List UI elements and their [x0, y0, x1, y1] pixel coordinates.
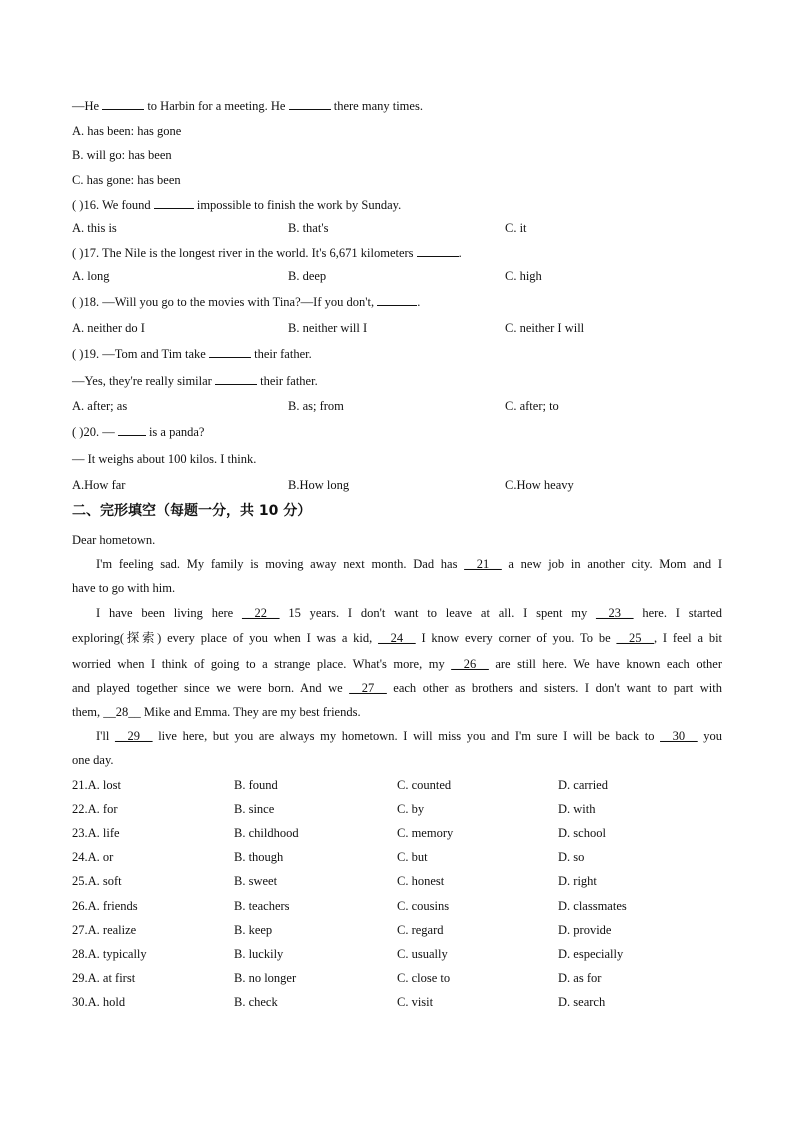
question-15-stem	[72, 97, 423, 114]
q19-text-a: ( )19. —Tom and Tim take	[72, 347, 209, 361]
choice-option-c: C. usually	[397, 947, 448, 961]
q17-text: ( )17. The Nile is the longest river in the world. It's 6,671 kilometers	[72, 246, 417, 260]
letter-line	[96, 556, 722, 572]
choice-option-b: B. though	[234, 850, 284, 864]
letter-text: 15 years.	[288, 606, 340, 620]
choice-option-b: B. no longer	[234, 971, 297, 985]
letter-text: My family is moving away next month. Dad has	[186, 557, 458, 571]
answer-blank	[154, 196, 194, 209]
q20-text-a: ( )20. —	[72, 425, 118, 439]
letter-text: worried when I think of going to a strange place. What's more, my	[72, 657, 445, 671]
q18-option-a: A. neither do I	[72, 321, 145, 335]
choice-option-c: C. but	[397, 850, 428, 864]
letter-text: , I feel a bit	[653, 631, 723, 645]
letter-text: I'll	[96, 729, 110, 743]
choice-row-number-option-a: 23.A. life	[72, 826, 120, 840]
choice-option-b: B. childhood	[234, 826, 299, 840]
choice-option-c: C. cousins	[397, 899, 450, 913]
question-18-stem	[72, 293, 420, 310]
letter-greeting: Dear hometown.	[72, 533, 156, 547]
choice-option-d: D. school	[558, 826, 606, 840]
cloze-blank-26: __26__	[451, 657, 489, 671]
letter-text: I'm feeling sad.	[96, 557, 181, 571]
letter-text: here	[211, 606, 234, 620]
choice-row-number-option-a: 29.A. at first	[72, 971, 136, 985]
cloze-blank-27: __27__	[349, 681, 387, 695]
choice-option-d: D. search	[558, 995, 606, 1009]
letter-line	[96, 728, 722, 744]
letter-text: I spent my	[523, 606, 588, 620]
choice-option-b: B. teachers	[234, 899, 290, 913]
answer-blank	[102, 97, 144, 110]
answer-blank	[209, 345, 251, 358]
choice-row-number-option-a: 26.A. friends	[72, 899, 138, 913]
q19-text-c: —Yes, they're really similar	[72, 374, 215, 388]
choice-option-c: C. memory	[397, 826, 454, 840]
cloze-blank-22: __22__	[242, 606, 280, 620]
choice-row-number-option-a: 27.A. realize	[72, 923, 137, 937]
choice-option-b: B. found	[234, 778, 278, 792]
q20-option-c: C.How heavy	[505, 478, 574, 492]
answer-blank	[289, 97, 331, 110]
q15-text-c: there many times.	[330, 99, 423, 113]
cloze-blank-25: __25__	[616, 631, 654, 645]
q16-text-b: impossible to finish the work by Sunday.	[193, 198, 402, 212]
q17-option-c: C. high	[505, 269, 542, 283]
choice-option-d: D. so	[558, 850, 585, 864]
q19-option-b: B. as; from	[288, 399, 344, 413]
letter-text: are still here. We have known each other	[495, 657, 723, 671]
q15-option-a: A. has been: has gone	[72, 124, 182, 138]
q19-text-d: their father.	[256, 374, 318, 388]
letter-text: I started	[675, 606, 723, 620]
choice-row-number-option-a: 21.A. lost	[72, 778, 121, 792]
choice-option-c: C. close to	[397, 971, 451, 985]
choice-option-d: D. classmates	[558, 899, 627, 913]
choice-option-c: C. honest	[397, 874, 445, 888]
cloze-blank-29: __29__	[115, 729, 153, 743]
choice-option-b: B. check	[234, 995, 278, 1009]
q17-option-b: B. deep	[288, 269, 327, 283]
q20-option-a: A.How far	[72, 478, 126, 492]
q15-option-c: C. has gone: has been	[72, 173, 181, 187]
letter-line	[72, 680, 722, 696]
letter-text: and played together since we were born. And we	[72, 681, 343, 695]
q16-option-b: B. that's	[288, 221, 329, 235]
choice-row-number-option-a: 22.A. for	[72, 802, 118, 816]
q16-option-a: A. this is	[72, 221, 117, 235]
letter-line	[72, 656, 722, 672]
letter-text: a new job in another city. Mom and I	[508, 557, 723, 571]
answer-blank	[215, 372, 257, 385]
choice-option-c: C. by	[397, 802, 425, 816]
letter-text: exploring(探索) every place of you when I was a kid,	[72, 631, 373, 645]
q20-option-b: B.How long	[288, 478, 350, 492]
q15-text-a: —He	[72, 99, 103, 113]
letter-line	[96, 605, 722, 621]
choice-option-b: B. luckily	[234, 947, 284, 961]
choice-option-b: B. since	[234, 802, 275, 816]
letter-text: I know every corner of you. To be	[421, 631, 611, 645]
question-17-stem	[72, 244, 462, 261]
question-20-line2: — It weighs about 100 kilos. I think.	[72, 452, 257, 466]
q19-text-b: their father.	[250, 347, 312, 361]
cloze-blank-24: __24__	[378, 631, 416, 645]
q18-option-b: B. neither will I	[288, 321, 368, 335]
answer-blank	[118, 423, 146, 436]
q16-text-a: ( )16. We found	[72, 198, 154, 212]
choice-option-d: D. carried	[558, 778, 608, 792]
letter-line: have to go with him.	[72, 581, 176, 595]
letter-text: you	[703, 729, 723, 743]
q20-text-b: is a panda?	[145, 425, 205, 439]
answer-blank	[377, 293, 417, 306]
choice-option-c: C. visit	[397, 995, 434, 1009]
q19-option-a: A. after; as	[72, 399, 128, 413]
choice-row-number-option-a: 24.A. or	[72, 850, 114, 864]
letter-text: live here, but you are always my hometown. I will miss you and I'm sure I will be back to	[158, 729, 655, 743]
choice-option-c: C. counted	[397, 778, 452, 792]
q15-option-b: B. will go: has been	[72, 148, 172, 162]
choice-row-number-option-a: 28.A. typically	[72, 947, 147, 961]
letter-text: I don't want to leave at all.	[347, 606, 515, 620]
choice-option-d: D. with	[558, 802, 596, 816]
choice-row-number-option-a: 30.A. hold	[72, 995, 126, 1009]
q18-option-c: C. neither I will	[505, 321, 585, 335]
q17-option-a: A. long	[72, 269, 110, 283]
letter-line	[72, 630, 722, 646]
cloze-blank-23: __23__	[596, 606, 634, 620]
section-heading: 二、完形填空（每题一分，共 10 分）	[72, 503, 312, 519]
choice-option-d: D. right	[558, 874, 597, 888]
question-19-line2	[72, 372, 318, 389]
choice-option-b: B. sweet	[234, 874, 278, 888]
q17-end: .	[458, 246, 462, 260]
letter-text: each other as brothers and sisters. I don't want to part with	[393, 681, 722, 695]
q18-text: ( )18. —Will you go to the movies with Tina?—If you don't,	[72, 295, 378, 309]
answer-blank	[417, 244, 459, 257]
letter-text: here.	[642, 606, 667, 620]
q16-option-c: C. it	[505, 221, 527, 235]
letter-text: I have been living	[96, 606, 203, 620]
q15-text-b: to Harbin for a meeting. He	[144, 99, 289, 113]
cloze-blank-30: __30__	[660, 729, 698, 743]
question-20-stem	[72, 423, 204, 440]
q19-option-c: C. after; to	[505, 399, 559, 413]
question-16-stem	[72, 196, 401, 213]
choice-option-d: D. provide	[558, 923, 612, 937]
choice-option-b: B. keep	[234, 923, 273, 937]
question-19-stem	[72, 345, 312, 362]
choice-option-d: D. especially	[558, 947, 624, 961]
cloze-blank-21: __21__	[464, 557, 502, 571]
q18-end: .	[417, 295, 421, 309]
choice-option-d: D. as for	[558, 971, 602, 985]
choice-option-c: C. regard	[397, 923, 444, 937]
letter-line: one day.	[72, 753, 114, 767]
letter-line: them, __28__ Mike and Emma. They are my best friends.	[72, 705, 361, 719]
choice-row-number-option-a: 25.A. soft	[72, 874, 122, 888]
